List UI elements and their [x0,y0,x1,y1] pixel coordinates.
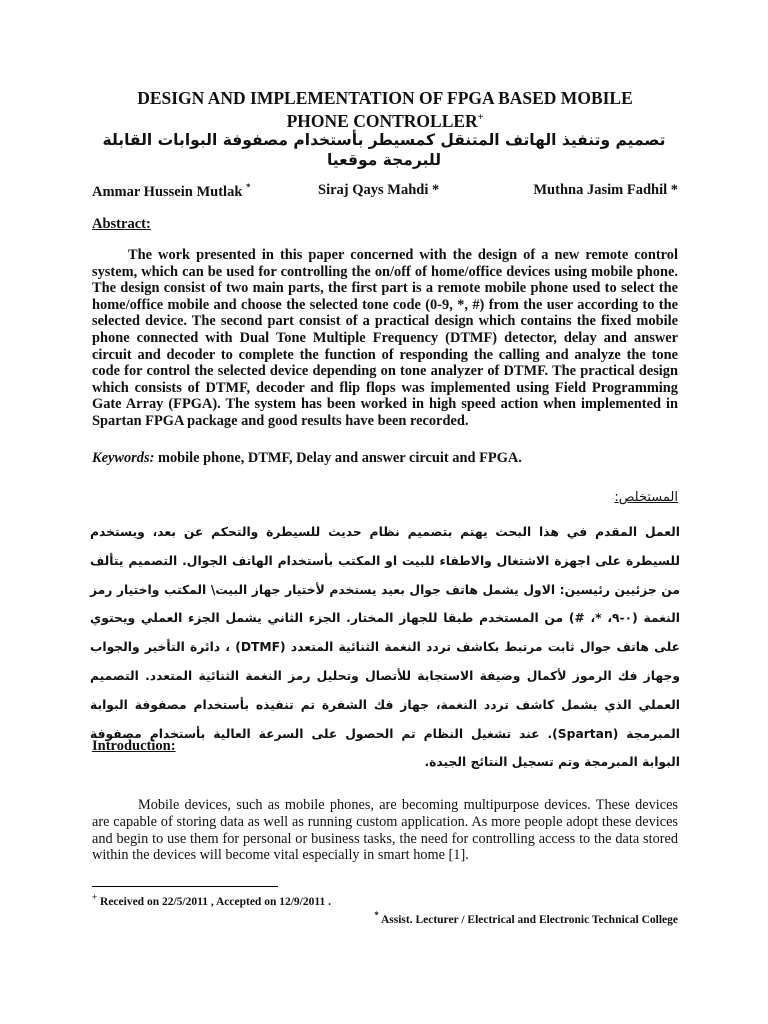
arabic-abstract-body: العمل المقدم في هذا البحث يهتم بتصميم نظام حديث للسيطرة والتحكم عن بعد، ويستخدم للسيطرة على اجهزة الاشتغال والاطفاء للبيت او المكتب بأستخدام الهاتف الجوال. التصميم يتألف من جزئيين رئيسين: الاول يشمل هاتف جوال بعيد يستخدم لأختيار جهاز البيت\ المكتب واختيار رمز النغمة (٠-٩، *، #) من المستخدم طبقا للجهاز المختار. الجزء الثاني يشمل الجزء العملي ويحتوي على هاتف جوال ثابت مرتبط بكاشف تردد النغمة الثنائية المتعدد (DTMF) ، دائرة التأخير والجواب وجهاز فك الرموز لأكمال وضيفة الاستجابة للأتصال وتحليل رمز النغمة الثنائية المتعدد. التصميم العملي الذي يشمل كاشف تردد النغمة، جهاز فك الشفرة تم تنفيذه بأستخدام مصفوفة البوابة المبرمجة (Spartan). عند تشغيل النظام تم الحصول على السرعة العالية بأستخدام مصفوفة البوابة المبرمجة وتم تسجيل النتائج الجيدة. [90,525,680,770]
keywords-line [92,450,678,467]
title-line-2: PHONE CONTROLLER+ [286,110,484,131]
footnote-affiliation: * Assist. Lecturer / Electrical and Electronic Technical College [374,910,678,926]
introduction-body: Mobile devices, such as mobile phones, are becoming multipurpose devices. These devices are capable of storing data as well as running custom application. As more people adopt these devices and begin to use them for personal or business tasks, the need for controlling access to the data stored within the devices will become vital especially in smart home [1]. [92,797,678,864]
author-list [92,182,678,202]
author-1: Ammar Hussein Mutlak * [92,182,251,200]
abstract-body: The work presented in this paper concerned with the design of a new remote control system, which can be used for controlling the on/off of home/office devices using mobile phone. The design consist of two main parts, the first part is a remote mobile phone used to select the home/office mobile and choose the selected tone code (0-9, *, #) from the user according to the selected device. The second part consist of a practical design which contains the fixed mobile phone connected with Dual Tone Multiple Frequency (DTMF) detector, delay and answer circuit and decoder to complete the function of responding the calling and analyze the tone code for control the selected device depending on tone analyzer of DTMF. The practical design which consists of DTMF, decoder and flip flops was implemented using Field Programming Gate Array (FPGA). The system has been worked in high speed action when implemented in Spartan FPGA package and good results have been recorded. [92,247,678,429]
author-3: Muthna Jasim Fadhil * [533,182,678,198]
author-2: Siraj Qays Mahdi * [318,182,440,198]
keywords-label: Keywords: [92,450,155,466]
keywords-text: mobile phone, DTMF, Delay and answer circuit and FPGA. [154,450,522,466]
paper-title [92,88,678,131]
title-footnote-mark: + [477,112,484,123]
title-line-1: DESIGN AND IMPLEMENTATION OF FPGA BASED MOBILE [137,88,633,108]
arabic-title: تصميم وتنفيذ الهاتف المتنقل كمسيطر بأستخدام مصفوفة البوابات القابلة للبرمجة موقعيا [102,131,666,169]
footnote-received: + Received on 22/5/2011 , Accepted on 12/9/2011 . [92,892,331,908]
introduction-heading: Introduction: [92,738,176,754]
abstract-heading: Abstract: [92,216,151,232]
arabic-abstract-heading: المستخلص: [614,490,678,505]
footnote-divider [92,886,278,887]
